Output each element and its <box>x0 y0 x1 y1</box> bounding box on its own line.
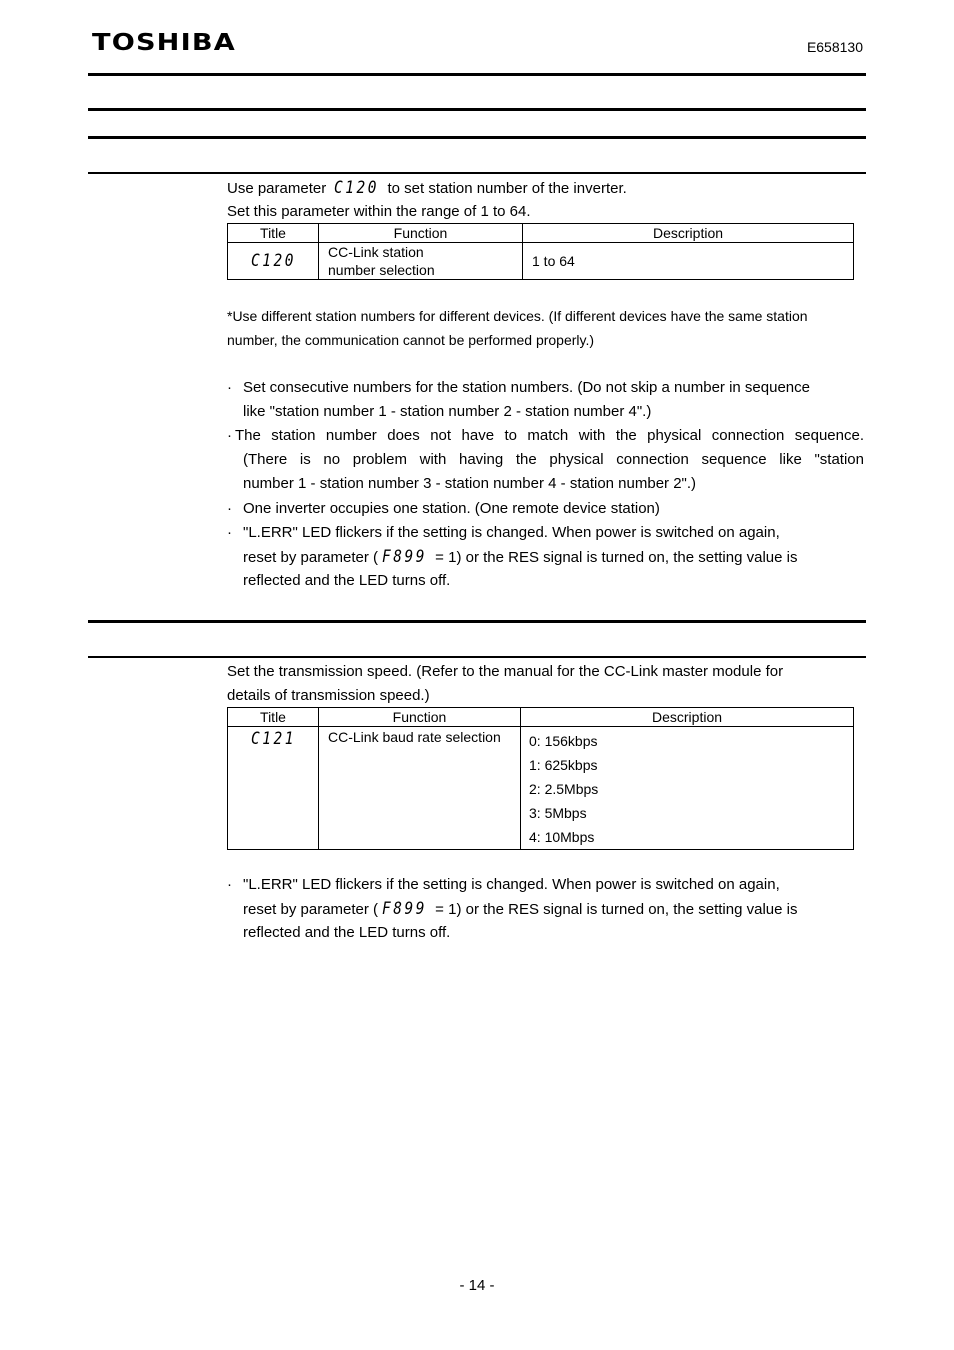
list-item-continued: reflected and the LED turns off. <box>243 572 451 589</box>
reset-text-after: = 1) or the RES signal is turned on, the setting value is <box>431 549 798 566</box>
station-number-intro <box>227 176 627 201</box>
param-code-c121: C121 <box>250 729 296 749</box>
table-header-row <box>228 224 854 243</box>
row-title <box>228 243 319 280</box>
section-rule-1a <box>88 108 866 111</box>
intro-text-before: Use parameter <box>227 180 331 197</box>
station-note-line-1: *Use different station numbers for different devices. (If different devices have the same station <box>227 308 808 324</box>
header-title: Title <box>228 708 319 727</box>
bullet-text: "L.ERR" LED flickers if the setting is changed. When power is switched on again, <box>243 876 780 893</box>
section-rule-1b <box>88 136 866 139</box>
row-title <box>228 727 319 850</box>
baud-rate-table <box>227 707 854 850</box>
header-description: Description <box>521 708 854 727</box>
reset-text-after: = 1) or the RES signal is turned on, the setting value is <box>431 901 798 918</box>
bullet-dot: · <box>227 427 232 444</box>
list-item-continued: reflected and the LED turns off. <box>243 924 451 941</box>
row-function: CC-Link baud rate selection <box>319 727 521 850</box>
list-item-continued: like "station number 1 - station number 2 - station number 4".) <box>243 403 652 420</box>
header-function: Function <box>319 224 523 243</box>
table-header-row <box>228 708 854 727</box>
section-rule-2b <box>88 656 866 658</box>
station-range-text: Set this parameter within the range of 1 to 64. <box>227 203 531 220</box>
list-item-continued <box>243 545 797 570</box>
transmission-intro-line-1: Set the transmission speed. (Refer to the manual for the CC-Link master module for <box>227 663 784 680</box>
bullet-dot: · <box>227 876 232 893</box>
bullet-dot: · <box>227 500 232 517</box>
baud-option: 2: 2.5Mbps <box>529 781 599 797</box>
page-number: - 14 - <box>459 1277 495 1294</box>
header-function: Function <box>319 708 521 727</box>
row-description <box>521 727 854 850</box>
section-rule-2a <box>88 620 866 623</box>
param-code-c120: C120 <box>250 251 296 271</box>
baud-option: 1: 625kbps <box>529 757 598 773</box>
function-line-2: number selection <box>328 262 435 278</box>
list-item-continued: (There is no problem with having the physical connection sequence like "station <box>243 451 864 468</box>
table-row <box>228 243 854 280</box>
baud-option: 3: 5Mbps <box>529 805 587 821</box>
transmission-intro-line-2: details of transmission speed.) <box>227 687 430 704</box>
param-code-f899: F899 <box>382 547 428 567</box>
list-item-continued <box>243 897 797 922</box>
table-row <box>228 727 854 850</box>
header-description: Description <box>523 224 854 243</box>
list-item-continued: number 1 - station number 3 - station number 4 - station number 2".) <box>243 475 697 492</box>
bullet-dot: · <box>227 524 232 541</box>
bullet-text: The station number does not have to match with the physical connection sequence. <box>235 427 864 444</box>
row-function <box>319 243 523 280</box>
baud-option: 0: 156kbps <box>529 733 598 749</box>
bullet-text: One inverter occupies one station. (One remote device station) <box>243 500 660 517</box>
section-rule-1c <box>88 172 866 174</box>
station-note-line-2: number, the communication cannot be performed properly.) <box>227 332 595 348</box>
reset-text-before: reset by parameter ( <box>243 549 379 566</box>
station-number-table <box>227 223 854 280</box>
bullet-text: "L.ERR" LED flickers if the setting is changed. When power is switched on again, <box>243 524 780 541</box>
document-number: E658130 <box>806 39 863 55</box>
baud-option: 4: 10Mbps <box>529 829 595 845</box>
bullet-dot: · <box>227 379 232 396</box>
bullet-text: Set consecutive numbers for the station numbers. (Do not skip a number in sequence <box>243 379 810 396</box>
reset-text-before: reset by parameter ( <box>243 901 379 918</box>
row-description: 1 to 64 <box>523 243 854 280</box>
header-title: Title <box>228 224 319 243</box>
param-code-c120: C120 <box>334 178 380 198</box>
intro-text-after: to set station number of the inverter. <box>383 180 627 197</box>
header-rule <box>88 73 866 76</box>
param-code-f899: F899 <box>382 899 428 919</box>
toshiba-logo: TOSHIBA <box>92 30 236 56</box>
function-line-1: CC-Link station <box>328 244 424 260</box>
